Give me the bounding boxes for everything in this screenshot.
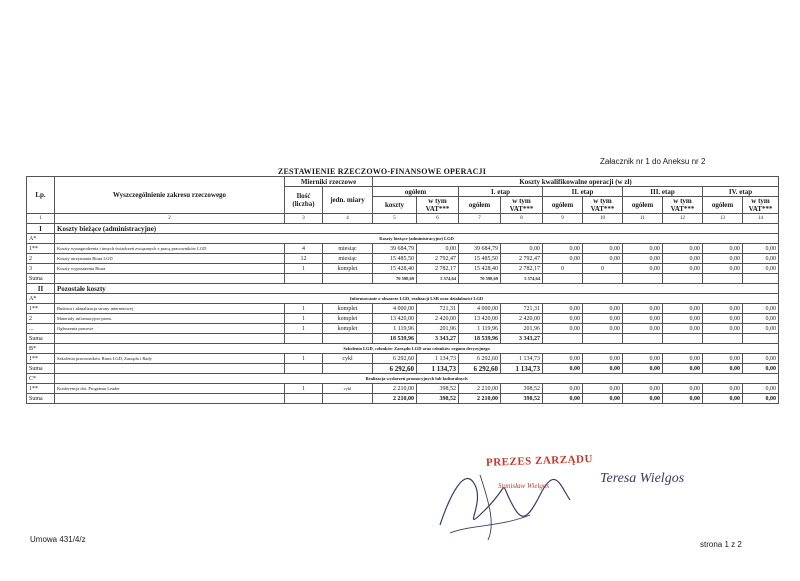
cell-value: 0,00: [543, 384, 583, 394]
cell-value: 0,00: [623, 314, 663, 324]
col-index: 13: [703, 214, 743, 224]
col-index: 10: [583, 214, 623, 224]
cell-value: 0,00: [583, 314, 623, 324]
row-lp: 1**: [27, 354, 55, 364]
sum-row: [27, 394, 779, 404]
col-index: 7: [459, 214, 501, 224]
col-index: 3: [285, 214, 323, 224]
cell-value: 1 134,73: [501, 364, 543, 374]
cell-value: 0,00: [743, 254, 779, 264]
cell-value: 0,00: [743, 364, 779, 374]
cell-value: 6 292,60: [459, 354, 501, 364]
col-index: 11: [623, 214, 663, 224]
sum-row: [27, 274, 779, 284]
row-desc: Ogłoszenia prasowe: [55, 324, 285, 334]
col-index: 9: [543, 214, 583, 224]
cell-value: 0,00: [543, 244, 583, 254]
sum-row: [27, 364, 779, 374]
cell-value: 0,00: [583, 244, 623, 254]
cell-value: 0,00: [663, 254, 703, 264]
cell-value: 15 485,50: [373, 254, 417, 264]
row-desc: Budowa i aktualizacja strony internetowej: [55, 304, 285, 314]
cell-value: 0,00: [703, 394, 743, 404]
sum-label: Suma: [27, 334, 55, 344]
cell-value: 0,00: [543, 354, 583, 364]
footer-umowa: Umowa 431/4/z: [30, 535, 86, 544]
table-row: [27, 304, 779, 314]
header-ogolem-1: ogółem: [459, 197, 501, 214]
cell-value: 0,00: [743, 354, 779, 364]
cell-value: 0,00: [623, 364, 663, 374]
row-unit: komplet: [323, 304, 373, 314]
cell-value: 0,00: [743, 384, 779, 394]
col-index: 5: [373, 214, 417, 224]
cell-value: 6 292,60: [459, 364, 501, 374]
cell-value: 0,00: [623, 244, 663, 254]
table-row: [27, 244, 779, 254]
table-row: [27, 264, 779, 274]
cell-value: 0,00: [417, 244, 459, 254]
cell-value: 0,00: [543, 394, 583, 404]
table-row: [27, 384, 779, 394]
footer-page: strona 1 z 2: [700, 540, 742, 549]
column-index-row: [27, 214, 779, 224]
cell-value: 0,00: [703, 264, 743, 274]
col-index: 6: [417, 214, 459, 224]
cell-value: 0: [583, 264, 623, 274]
cell-value: 1 134,73: [417, 354, 459, 364]
cell-value: 0,00: [663, 314, 703, 324]
col-index: 1: [27, 214, 55, 224]
cell-value: 721,31: [501, 304, 543, 314]
cell-value: 13 420,00: [459, 314, 501, 324]
cell-value: 2 782,17: [417, 264, 459, 274]
subsection-label: Szkolenia LGD, członków Zarządu LGD oraz członków organu decyzyjnego: [55, 344, 779, 354]
row-desc: Szkolenia pracowników Biura LGD, Zarządu i Rady: [55, 354, 285, 364]
cell-value: 0,00: [743, 304, 779, 314]
cell-value: 2 420,00: [501, 314, 543, 324]
header-vat-3: w tym VAT***: [663, 197, 703, 214]
cell-value: 0,00: [623, 264, 663, 274]
row-unit: miesiąc: [323, 244, 373, 254]
cell-value: 0,00: [703, 254, 743, 264]
cell-value: 0,00: [583, 304, 623, 314]
row-lp: 1**: [27, 384, 55, 394]
header-ilosc: Ilość (liczba): [285, 187, 323, 214]
cell-value: 0,00: [543, 314, 583, 324]
cell-value: 18 539,96: [373, 334, 417, 344]
row-qty: 1: [285, 304, 323, 314]
header-koszty-kwal: Koszty kwalifikowalne operacji (w zł): [373, 177, 779, 187]
header-etap3: III. etap: [623, 187, 703, 197]
table-row: [27, 324, 779, 334]
row-lp: 2: [27, 254, 55, 264]
cell-value: 70 598,69: [459, 274, 501, 284]
stamp-name: Stanisław Wielgos: [498, 482, 550, 490]
cell-value: 0,00: [663, 364, 703, 374]
header-vat-4: w tym VAT***: [743, 197, 779, 214]
document-title: ZESTAWIENIE RZECZOWO-FINANSOWE OPERACJI: [277, 167, 487, 176]
cell-value: 0,00: [543, 304, 583, 314]
header-ogolem: ogółem: [373, 187, 459, 197]
row-qty: 12: [285, 254, 323, 264]
col-index: 8: [501, 214, 543, 224]
row-lp: 3: [27, 264, 55, 274]
subsection-marker: A*: [27, 294, 55, 304]
cell-value: 1 134,73: [417, 364, 459, 374]
header-ogolem-4: ogółem: [703, 197, 743, 214]
row-qty: 1: [285, 264, 323, 274]
row-desc: Koszty utrzymania Biura LGD: [55, 254, 285, 264]
section-row: [27, 284, 779, 294]
cell-value: 70 598,69: [373, 274, 417, 284]
col-index: 2: [55, 214, 285, 224]
row-unit: komplet: [323, 314, 373, 324]
cell-value: 0,00: [583, 384, 623, 394]
section-row: [27, 224, 779, 234]
cell-value: 0,00: [623, 354, 663, 364]
row-desc: Koszty wynagrodzenia i innych świadczeń związanych z pracą pracowników LGD: [55, 244, 285, 254]
cell-value: 0,00: [663, 304, 703, 314]
cell-value: 0,00: [743, 264, 779, 274]
cell-value: 721,31: [417, 304, 459, 314]
subsection-marker: A*: [27, 234, 55, 244]
cell-value: 2 792,47: [501, 254, 543, 264]
cell-value: 0,00: [663, 324, 703, 334]
cell-value: 398,52: [501, 384, 543, 394]
header-vat-1: w tym VAT***: [501, 197, 543, 214]
cell-value: 0,00: [583, 364, 623, 374]
cell-value: 0,00: [663, 244, 703, 254]
cell-value: 4 000,00: [459, 304, 501, 314]
row-lp: 1**: [27, 304, 55, 314]
col-index: 12: [663, 214, 703, 224]
handwritten-signature: [598, 462, 708, 492]
cell-value: 398,52: [417, 394, 459, 404]
cell-value: 0,00: [623, 384, 663, 394]
section-label: Pozostałe koszty: [55, 284, 779, 294]
cell-value: 0,00: [703, 304, 743, 314]
cell-value: 2 782,17: [501, 264, 543, 274]
cell-value: 0,00: [703, 314, 743, 324]
cell-value: 1 134,73: [501, 354, 543, 364]
cell-value: 0: [543, 264, 583, 274]
cell-value: 0,00: [623, 254, 663, 264]
cell-value: 398,52: [417, 384, 459, 394]
cell-value: 0,00: [543, 364, 583, 374]
cell-value: 2 420,00: [417, 314, 459, 324]
row-qty: 1: [285, 314, 323, 324]
header-etap2: II. etap: [543, 187, 623, 197]
cost-table: [26, 176, 779, 404]
svg-text:Teresa Wielgos: Teresa Wielgos: [600, 471, 685, 486]
table-row: [27, 354, 779, 364]
row-qty: 1: [285, 354, 323, 364]
stamp-title: PREZES ZARZĄDU: [485, 453, 594, 469]
cell-value: 0,00: [703, 354, 743, 364]
row-qty: 1: [285, 324, 323, 334]
cell-value: 0,00: [583, 254, 623, 264]
section-label: Koszty bieżące (administracyjne): [55, 224, 779, 234]
cell-value: 6 292,60: [373, 364, 417, 374]
cell-value: 0,00: [583, 324, 623, 334]
cell-value: 39 684,79: [373, 244, 417, 254]
subsection-marker: B*: [27, 344, 55, 354]
cell-value: 0,00: [743, 324, 779, 334]
cell-value: 5 574,64: [501, 274, 543, 284]
sum-label: Suma: [27, 274, 55, 284]
cell-value: 39 684,79: [459, 244, 501, 254]
row-unit: komplet: [323, 324, 373, 334]
row-unit: miesiąc: [323, 254, 373, 264]
header-mierniki: Mierniki rzeczowe: [285, 177, 373, 187]
row-desc: Materiały informacyjno-prom.: [55, 314, 285, 324]
row-desc: Koszty wyposażenia Biura: [55, 264, 285, 274]
cell-value: 18 539,96: [459, 334, 501, 344]
cell-value: 0,00: [623, 304, 663, 314]
cell-value: 15 428,40: [459, 264, 501, 274]
cell-value: 0,00: [583, 394, 623, 404]
cell-value: 398,52: [501, 394, 543, 404]
cell-value: 4 000,00: [373, 304, 417, 314]
row-lp: ...: [27, 324, 55, 334]
cell-value: 0,00: [743, 314, 779, 324]
cell-value: 0,00: [703, 324, 743, 334]
header-ogolem-2: ogółem: [543, 197, 583, 214]
header-vat-2: w tym VAT***: [583, 197, 623, 214]
cell-value: 2 792,47: [417, 254, 459, 264]
annex-label: Załacznik nr 1 do Aneksu nr 2: [600, 157, 706, 166]
row-unit: cykl: [323, 354, 373, 364]
cell-value: 0,00: [543, 254, 583, 264]
cell-value: 0,00: [663, 394, 703, 404]
table-row: [27, 314, 779, 324]
cell-value: 2 210,00: [373, 394, 417, 404]
row-qty: 1: [285, 384, 323, 394]
signature-scribble: [430, 455, 580, 545]
row-lp: 2: [27, 314, 55, 324]
row-unit: komplet: [323, 264, 373, 274]
cell-value: 0,00: [583, 354, 623, 364]
sum-label: Suma: [27, 394, 55, 404]
subsection-label: Koszty bieżące (administracyjne) LGD: [55, 234, 779, 244]
cell-value: 0,00: [501, 244, 543, 254]
cell-value: 201,96: [417, 324, 459, 334]
cell-value: 0,00: [623, 394, 663, 404]
cell-value: 0,00: [663, 354, 703, 364]
header-ogolem-3: ogółem: [623, 197, 663, 214]
cell-value: 2 210,00: [459, 394, 501, 404]
cell-value: 5 574,64: [417, 274, 459, 284]
col-index: 4: [323, 214, 373, 224]
cell-value: 0,00: [703, 244, 743, 254]
cell-value: 0,00: [743, 394, 779, 404]
subsection-row: [27, 234, 779, 244]
section-number: I: [27, 224, 55, 234]
cell-value: 0,00: [743, 244, 779, 254]
header-jedn: jedn. miary: [323, 187, 373, 214]
row-lp: 1**: [27, 244, 55, 254]
cell-value: 1 119,96: [373, 324, 417, 334]
header-etap1: I. etap: [459, 187, 543, 197]
subsection-row: [27, 374, 779, 384]
sum-label: Suma: [27, 364, 55, 374]
cell-value: 1 119,96: [459, 324, 501, 334]
cell-value: 3 343,27: [501, 334, 543, 344]
cell-value: 0,00: [623, 324, 663, 334]
header-zakres: Wyszczególnienie zakresu rzeczowego: [55, 177, 285, 214]
header-etap4: IV. etap: [703, 187, 779, 197]
cell-value: 3 343,27: [417, 334, 459, 344]
header-row-1: [27, 177, 779, 187]
subsection-label: Informowanie o obszarze LGD, realizacji LSR oraz działalności LGD: [55, 294, 779, 304]
header-koszty: koszty: [373, 197, 417, 214]
subsection-label: Realizacja wydarzeń promocyjnych lub kulturalnych: [55, 374, 779, 384]
cell-value: 2 210,00: [459, 384, 501, 394]
cell-value: 0,00: [543, 324, 583, 334]
cell-value: 2 210,00: [373, 384, 417, 394]
cell-value: 15 485,50: [459, 254, 501, 264]
subsection-marker: C*: [27, 374, 55, 384]
col-index: 14: [743, 214, 779, 224]
section-number: II: [27, 284, 55, 294]
row-unit: cykl: [323, 384, 373, 394]
cell-value: 0,00: [703, 364, 743, 374]
cell-value: 0,00: [663, 384, 703, 394]
row-qty: 4: [285, 244, 323, 254]
table-row: [27, 254, 779, 264]
cell-value: 0,00: [703, 384, 743, 394]
header-lp: Lp.: [27, 177, 55, 214]
subsection-row: [27, 344, 779, 354]
cell-value: 6 292,60: [373, 354, 417, 364]
subsection-row: [27, 294, 779, 304]
cell-value: 0,00: [663, 264, 703, 274]
header-vat: w tym VAT***: [417, 197, 459, 214]
row-desc: Konferencja dot. Programu Leader: [55, 384, 285, 394]
cell-value: 15 428,40: [373, 264, 417, 274]
sum-row: [27, 334, 779, 344]
cell-value: 13 420,00: [373, 314, 417, 324]
cell-value: 201,96: [501, 324, 543, 334]
